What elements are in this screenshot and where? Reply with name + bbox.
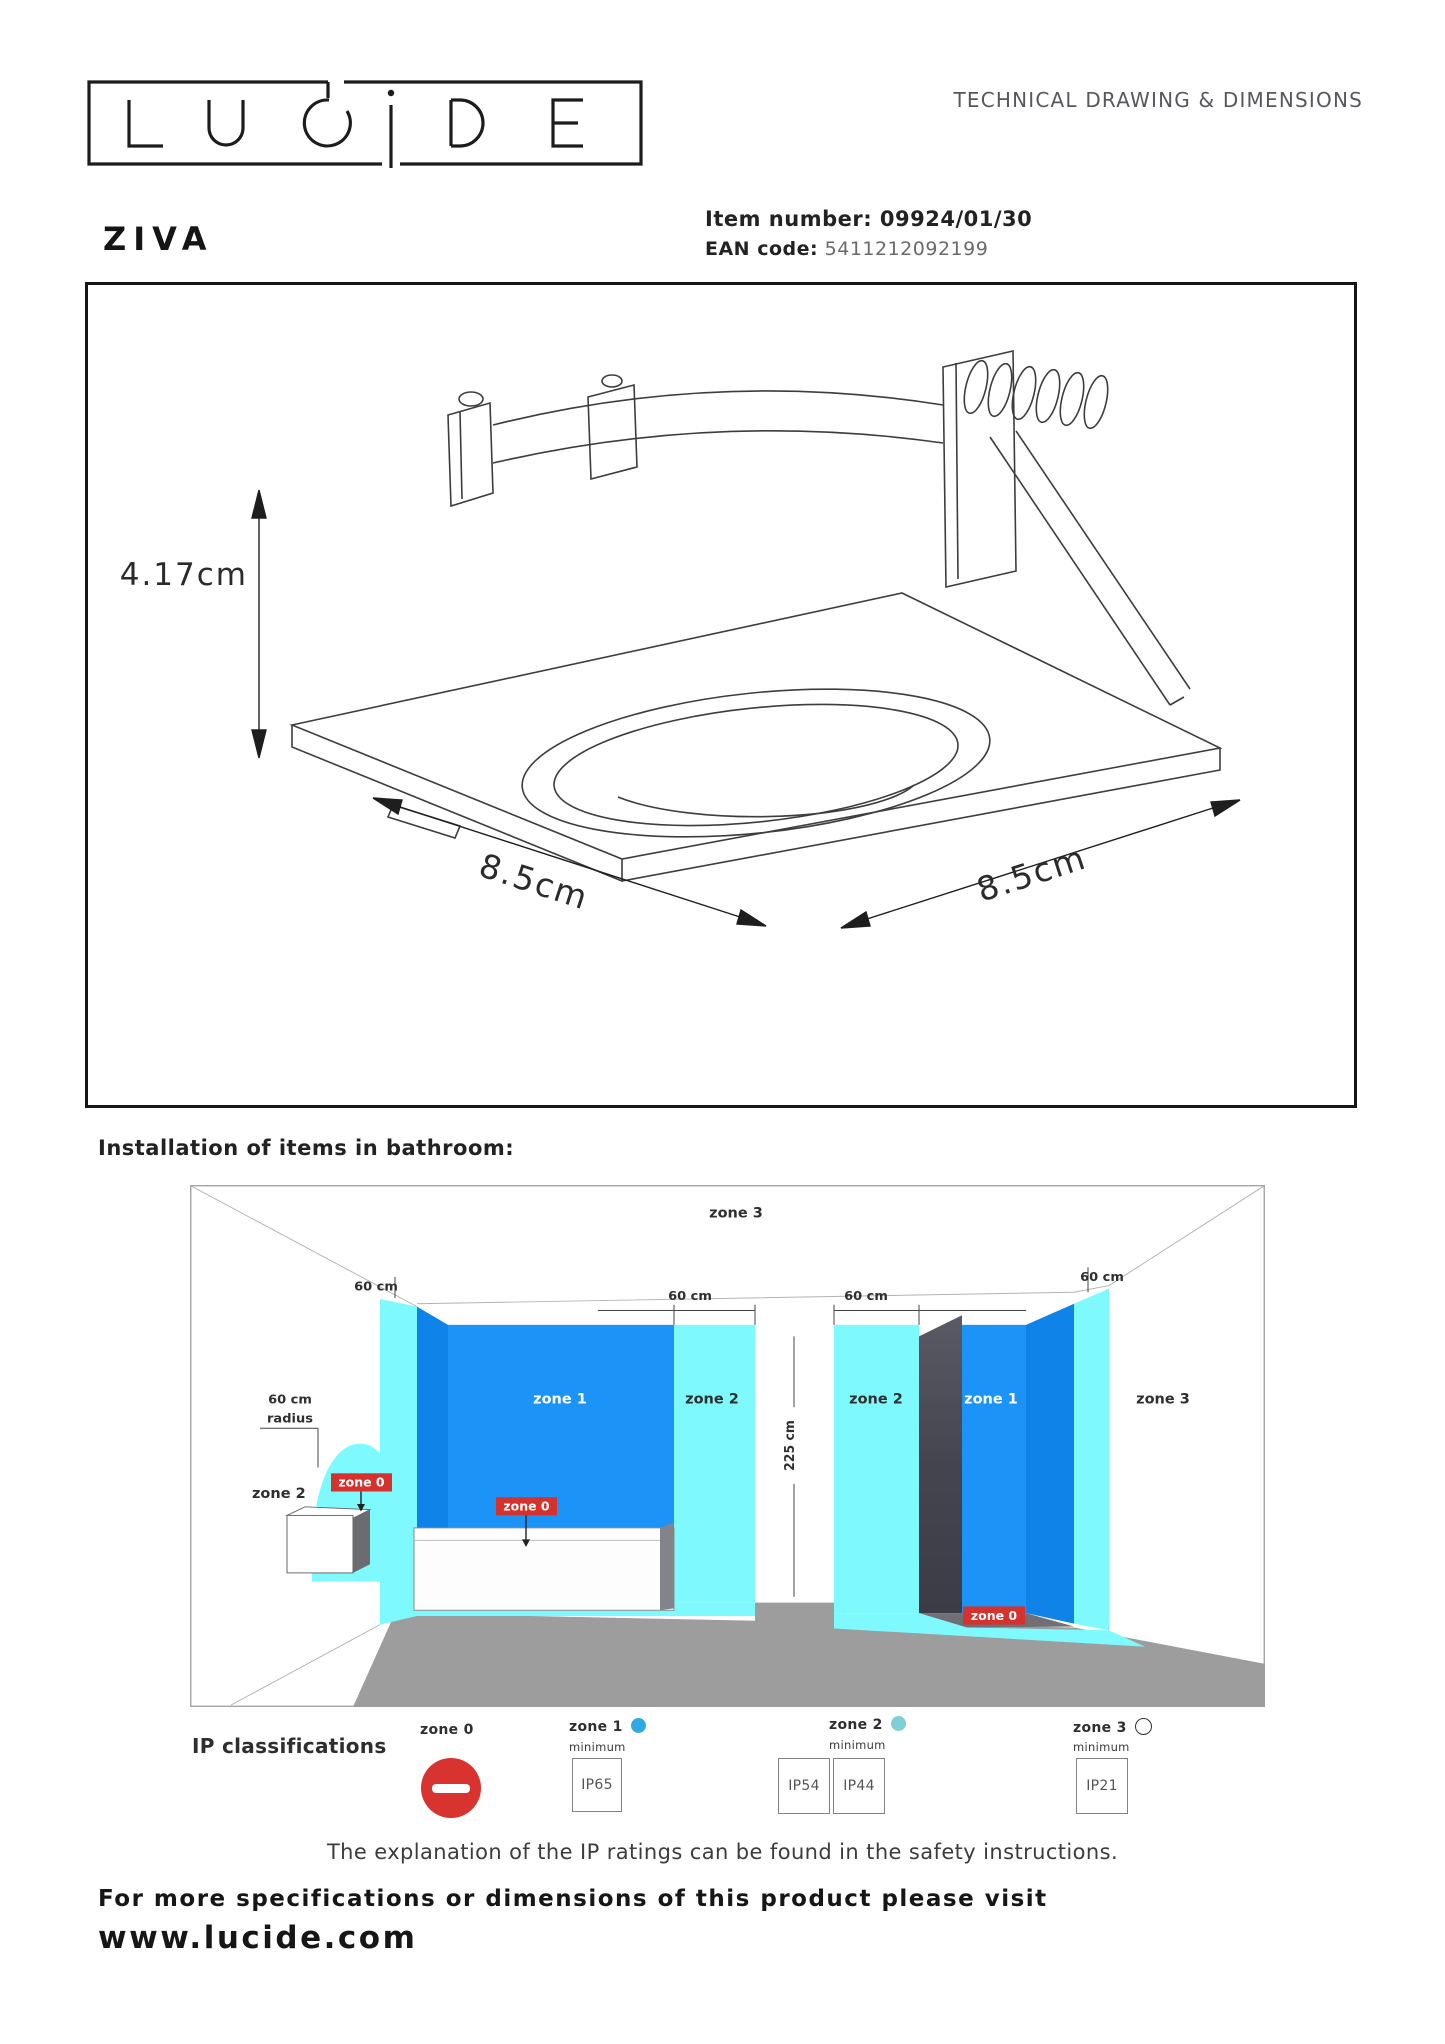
radius-label-1: 60 cm [268,1391,312,1407]
dim-225cm: 225 cm [781,1420,798,1471]
legend-zone2-label [829,1716,906,1733]
ip44-box [833,1758,885,1814]
lucide-logo [85,78,645,172]
dim-60cm-right-wall: 60 cm [1080,1269,1124,1284]
doc-title: TECHNICAL DRAWING & DIMENSIONS [953,88,1363,112]
item-number-line [705,204,1032,234]
website-link[interactable]: www.lucide.com [98,1920,418,1956]
ean-value: 5411212092199 [824,238,989,260]
zone0-badge-bathtub: zone 0 [503,1499,550,1514]
dim-60cm-left-strip: 60 cm [668,1288,712,1303]
item-number-value: 09924/01/30 [879,207,1033,231]
ip-classifications-title: IP classifications [192,1734,387,1758]
bathroom-zones-diagram [190,1185,1265,1707]
zone1-dot-icon [631,1718,646,1733]
product-name: ZIVA [103,220,214,258]
logo-letter-l [129,100,163,146]
zone2-left-label: zone 2 [685,1391,739,1408]
fixture-line-drawing [88,285,1348,1099]
logo-frame-left [89,82,382,164]
ip-ratings-note: The explanation of the IP ratings can be found in the safety instructions. [326,1840,1119,1864]
ip21-box [1076,1758,1128,1814]
logo-letter-u [209,100,243,145]
zone2-arch-label: zone 2 [252,1486,306,1503]
zone1-right-label: zone 1 [964,1391,1018,1408]
legend-zone0-label: zone 0 [420,1722,474,1738]
zone3-ceiling-label: zone 3 [709,1205,763,1222]
technical-drawing-box [85,282,1357,1108]
bathroom-section-heading: Installation of items in bathroom: [98,1136,515,1160]
logo-letter-c [304,100,350,146]
recessed-spot-outline [292,351,1220,881]
zone1-left-label: zone 1 [533,1391,587,1408]
legend-zone1-text: zone 1 [569,1719,623,1735]
ip65-label: IP65 [581,1777,613,1793]
height-dimension: 4.17cm [119,557,248,593]
no-entry-bar [432,1784,470,1793]
logo-letter-d [451,100,483,146]
legend-zone2-text: zone 2 [829,1717,883,1733]
zone3-wall-label: zone 3 [1136,1391,1190,1408]
zone2-dot-icon [891,1716,906,1731]
width-dimension: 8.5cm [474,845,594,918]
legend-zone2-minimum: minimum [829,1738,886,1752]
zone2-right-label: zone 2 [849,1391,903,1408]
zone0-badge-shower: zone 0 [970,1609,1018,1623]
legend-zone3-minimum: minimum [1073,1740,1130,1754]
ip65-box [572,1758,622,1812]
ip54-box [778,1758,830,1814]
legend-zone1-minimum: minimum [569,1740,626,1754]
product-codes [705,204,1032,264]
dim-60cm-left-wall: 60 cm [354,1278,398,1294]
ean-label: EAN code: [705,238,819,260]
ean-line [705,234,1032,264]
shower-zones [834,1288,1145,1646]
logo-letter-e [553,100,583,146]
dimension-annotations [120,490,1240,928]
zone0-badge-basin: zone 0 [338,1475,385,1490]
legend-zone3-label [1073,1718,1152,1736]
ip44-label: IP44 [843,1778,875,1794]
legend-zone1-label [569,1718,646,1735]
ip21-label: IP21 [1086,1778,1118,1794]
bathtub [414,1522,674,1610]
legend-zone3-text: zone 3 [1073,1720,1127,1736]
shower-panel [919,1315,962,1613]
no-entry-icon [421,1758,481,1818]
depth-dimension: 8.5cm [971,837,1092,910]
ip54-label: IP54 [788,1778,820,1794]
zone3-ring-icon [1135,1718,1152,1735]
item-number-label: Item number: [705,207,873,231]
footer-text: For more specifications or dimensions of this product please visit [98,1886,1048,1912]
radius-label-2: radius [267,1410,313,1426]
dim-60cm-right-strip: 60 cm [844,1288,888,1303]
